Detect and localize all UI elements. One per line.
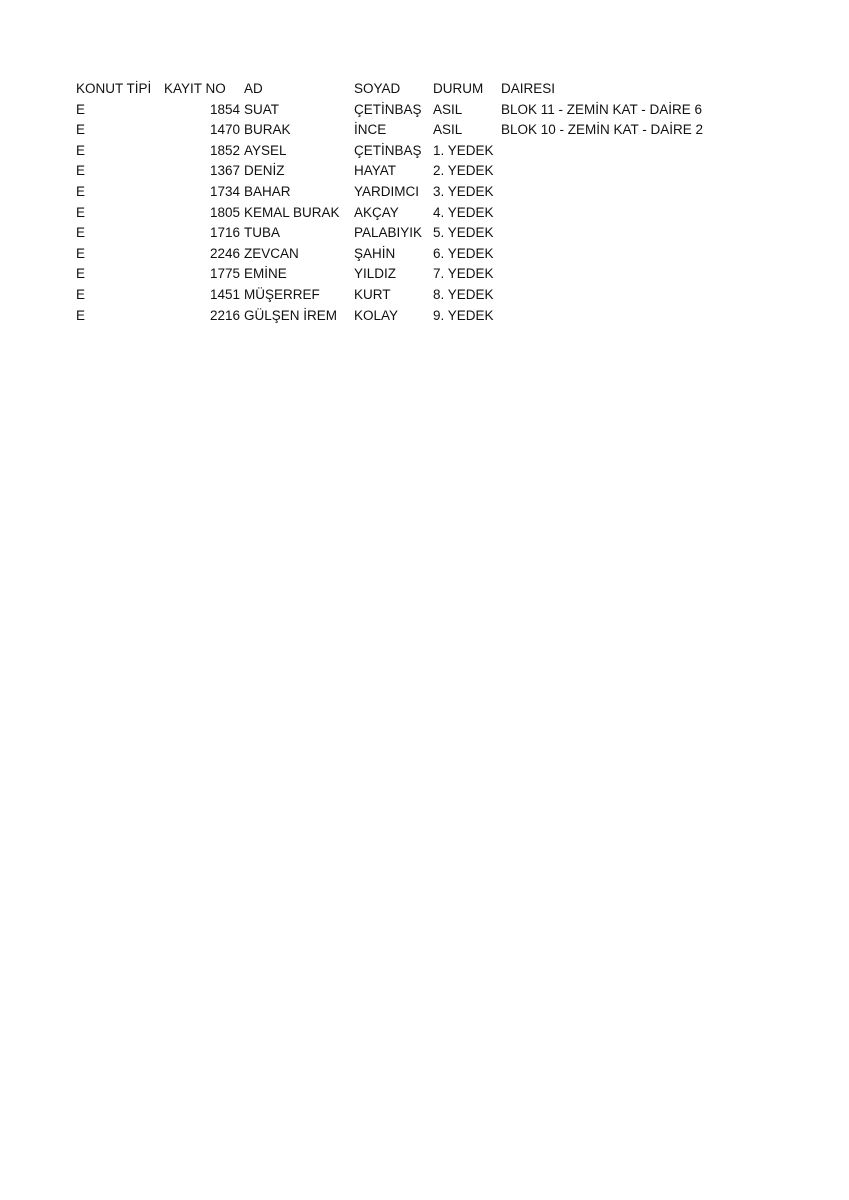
table-row: [76, 141, 711, 162]
cell-soyad: ÇETİNBAŞ: [354, 101, 422, 117]
cell-ad: GÜLŞEN İREM: [244, 307, 338, 323]
cell-soyad: HAYAT: [354, 163, 397, 179]
header-soyad: SOYAD: [354, 81, 401, 96]
cell-kayit-no: 1775: [209, 266, 240, 282]
cell-dairesi: [501, 285, 711, 306]
table-row: [76, 203, 711, 224]
cell-ad: ZEVCAN: [244, 245, 299, 261]
cell-dairesi: [501, 141, 711, 162]
cell-ad: BURAK: [244, 122, 291, 138]
cell-kayit-no: 1716: [209, 225, 240, 241]
cell-dairesi: [501, 203, 711, 224]
cell-durum: 1. YEDEK: [433, 142, 494, 158]
cell-ad: EMİNE: [244, 266, 287, 282]
cell-konut-tipi: E: [76, 286, 86, 302]
header-ad: AD: [244, 81, 263, 96]
table-row: [76, 223, 711, 244]
table-row: [76, 285, 711, 306]
table-row: [76, 244, 711, 265]
cell-ad: MÜŞERREF: [244, 286, 320, 302]
cell-dairesi: [501, 306, 711, 327]
cell-durum: 2. YEDEK: [433, 163, 494, 179]
header-dairesi: DAIRESI: [501, 81, 556, 96]
cell-durum: 6. YEDEK: [433, 245, 494, 261]
cell-kayit-no: 2246: [209, 245, 240, 261]
table-body: [76, 100, 711, 327]
cell-dairesi: [501, 244, 711, 265]
cell-durum: 4. YEDEK: [433, 204, 494, 220]
cell-kayit-no: 1734: [209, 183, 240, 199]
cell-durum: 5. YEDEK: [433, 225, 494, 241]
cell-dairesi: [501, 264, 711, 285]
allocation-table: [76, 79, 711, 326]
cell-dairesi: BLOK 11 - ZEMİN KAT - DAİRE 6: [501, 101, 703, 117]
header-row: [76, 79, 711, 100]
cell-soyad: İNCE: [354, 122, 387, 138]
cell-durum: 8. YEDEK: [433, 286, 494, 302]
cell-konut-tipi: E: [76, 307, 86, 323]
cell-durum: ASIL: [433, 101, 463, 117]
cell-durum: 3. YEDEK: [433, 183, 494, 199]
cell-soyad: YARDIMCI: [354, 183, 420, 199]
cell-soyad: ÇETİNBAŞ: [354, 142, 422, 158]
cell-ad: DENİZ: [244, 163, 285, 179]
table-row: [76, 100, 711, 121]
cell-kayit-no: 1854: [209, 101, 240, 117]
cell-konut-tipi: E: [76, 266, 86, 282]
cell-durum: 9. YEDEK: [433, 307, 494, 323]
cell-kayit-no: 1367: [209, 163, 240, 179]
cell-konut-tipi: E: [76, 142, 86, 158]
cell-soyad: PALABIYIK: [354, 225, 423, 241]
cell-kayit-no: 1852: [209, 142, 240, 158]
cell-konut-tipi: E: [76, 245, 86, 261]
cell-durum: ASIL: [433, 122, 463, 138]
cell-soyad: AKÇAY: [354, 204, 399, 220]
cell-ad: KEMAL BURAK: [244, 204, 340, 220]
cell-dairesi: BLOK 10 - ZEMİN KAT - DAİRE 2: [501, 122, 704, 138]
cell-kayit-no: 1451: [209, 286, 240, 302]
cell-soyad: YILDIZ: [354, 266, 397, 282]
table-row: [76, 120, 711, 141]
cell-dairesi: [501, 182, 711, 203]
table-row: [76, 264, 711, 285]
header-kayit-no: KAYIT NO: [164, 81, 226, 96]
cell-ad: AYSEL: [244, 142, 287, 158]
table-row: [76, 182, 711, 203]
cell-kayit-no: 1805: [209, 204, 240, 220]
table-row: [76, 306, 711, 327]
cell-konut-tipi: E: [76, 204, 86, 220]
allocation-sheet: [76, 79, 711, 326]
table-row: [76, 161, 711, 182]
header-durum: DURUM: [433, 81, 484, 96]
cell-dairesi: [501, 161, 711, 182]
cell-soyad: KOLAY: [354, 307, 399, 323]
cell-ad: TUBA: [244, 225, 281, 241]
cell-kayit-no: 1470: [209, 122, 240, 138]
cell-konut-tipi: E: [76, 183, 86, 199]
cell-soyad: KURT: [354, 286, 391, 302]
cell-konut-tipi: E: [76, 225, 86, 241]
header-konut-tipi: KONUT TİPİ: [76, 81, 152, 96]
cell-ad: BAHAR: [244, 183, 291, 199]
cell-soyad: ŞAHİN: [354, 245, 396, 261]
cell-konut-tipi: E: [76, 122, 86, 138]
cell-dairesi: [501, 223, 711, 244]
cell-durum: 7. YEDEK: [433, 266, 494, 282]
cell-ad: SUAT: [244, 101, 280, 117]
cell-kayit-no: 2216: [209, 307, 240, 323]
cell-konut-tipi: E: [76, 101, 86, 117]
cell-konut-tipi: E: [76, 163, 86, 179]
